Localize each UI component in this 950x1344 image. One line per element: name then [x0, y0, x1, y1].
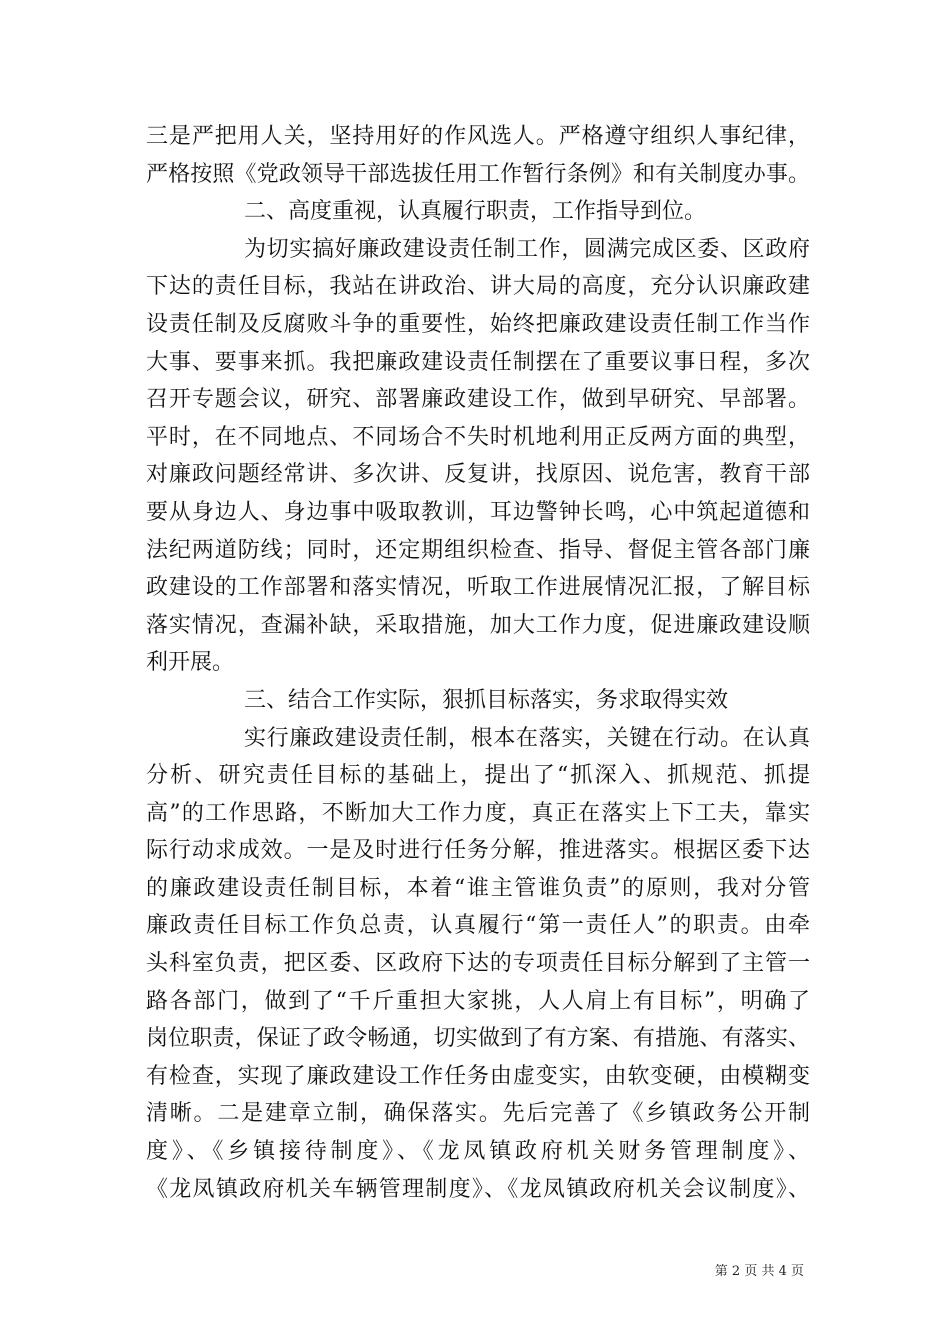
text-line: 的廉政建设责任制目标，本着“谁主管谁负责”的原则，我对分管 [146, 875, 810, 901]
text-line: 落实情况，查漏补缺，采取措施，加大工作力度，促进廉政建设顺 [146, 612, 810, 638]
text-line: 岗位职责，保证了政令畅通，切实做到了有方案、有措施、有落实、 [146, 1026, 810, 1052]
text-line: 高”的工作思路，不断加大工作力度，真正在落实上下工夫，靠实 [146, 800, 810, 826]
text-line: 严格按照《党政领导干部选拔任用工作暂行条例》和有关制度办事。 [146, 161, 810, 187]
text-line: 《龙凤镇政府机关车辆管理制度》、《龙凤镇政府机关会议制度》、 [146, 1176, 810, 1202]
text-line: 法纪两道防线；同时，还定期组织检查、指导、督促主管各部门廉 [146, 537, 810, 563]
text-line: 路各部门，做到了“千斤重担大家挑，人人肩上有目标”，明确了 [146, 988, 810, 1014]
text-line: 清晰。二是建章立制，确保落实。先后完善了《乡镇政务公开制 [146, 1101, 810, 1127]
section-heading: 三、结合工作实际，狠抓目标落实，务求取得实效 [244, 687, 729, 713]
paragraph-last-line: 利开展。 [146, 650, 235, 676]
text-line: 对廉政问题经常讲、多次讲、反复讲，找原因、说危害，教育干部 [146, 462, 810, 488]
text-line: 际行动求成效。一是及时进行任务分解，推进落实。根据区委下达 [146, 838, 810, 864]
text-line: 要从身边人、身边事中吸取教训，耳边警钟长鸣，心中筑起道德和 [146, 499, 810, 525]
text-line: 度》、《乡镇接待制度》、《龙凤镇政府机关财务管理制度》、 [146, 1139, 810, 1165]
paragraph-first-line: 为切实搞好廉政建设责任制工作，圆满完成区委、区政府 [244, 236, 810, 262]
text-line: 设责任制及反腐败斗争的重要性，始终把廉政建设责任制工作当作 [146, 311, 810, 337]
text-line: 三是严把用人关，坚持用好的作风选人。严格遵守组织人事纪律， [146, 124, 810, 149]
text-line: 大事、要事来抓。我把廉政建设责任制摆在了重要议事日程，多次 [146, 349, 810, 375]
page-number-footer: 第 2 页 共 4 页 [714, 1264, 804, 1279]
text-line: 分析、研究责任目标的基础上，提出了“抓深入、抓规范、抓提 [146, 763, 810, 789]
section-heading: 二、高度重视，认真履行职责，工作指导到位。 [244, 199, 707, 225]
text-line: 平时，在不同地点、不同场合不失时机地利用正反两方面的典型， [146, 424, 810, 450]
text-line: 头科室负责，把区委、区政府下达的专项责任目标分解到了主管一 [146, 951, 810, 977]
text-line: 廉政责任目标工作负总责，认真履行“第一责任人”的职责。由牵 [146, 913, 810, 939]
text-line: 下达的责任目标，我站在讲政治、讲大局的高度，充分认识廉政建 [146, 274, 810, 300]
text-line: 政建设的工作部署和落实情况，听取工作进展情况汇报，了解目标 [146, 575, 810, 601]
paragraph-first-line: 实行廉政建设责任制，根本在落实，关键在行动。在认真 [244, 725, 810, 751]
text-line: 有检查，实现了廉政建设工作任务由虚变实，由软变硬，由模糊变 [146, 1063, 810, 1089]
document-body [146, 118, 810, 1208]
text-line: 召开专题会议，研究、部署廉政建设工作，做到早研究、早部署。 [146, 387, 810, 413]
